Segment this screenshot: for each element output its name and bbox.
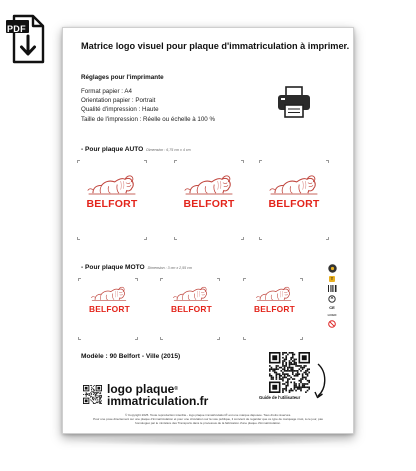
section-auto-dimension: Dimension : 6,75 cm x 4 cm [146,148,191,152]
moto-logo-text: BELFORT [254,304,295,314]
legal-line-2: Pour une pose directement sur une plaque d'immatriculation et pour une circulation sur la voie publique, il convient de regarder que ce type de marquage n'est, à ce jour, pas [93,416,323,421]
crop-mark [300,337,303,340]
setting-print-size: Taille de l'impression : Réelle ou échelle à 100 % [81,115,215,123]
crop-mark [78,278,81,281]
crop-mark [144,237,147,240]
side-badges [326,264,338,328]
crop-mark [217,278,220,281]
crop-mark [243,337,246,340]
crop-mark [241,160,244,163]
crop-mark [174,237,177,240]
crop-mark [259,237,262,240]
side-badge-ce: CE [329,305,335,310]
belfort-lion-icon [268,172,320,197]
moto-logo-text: BELFORT [171,304,212,314]
legal-line-1: © Copyright 2025. Toute reproduction interdite - logo plaque immatriculation® est une marque déposée. Tous droits réservés. [124,413,292,417]
section-moto-title: - Pour plaque MOTO [81,264,145,271]
crop-mark [77,237,80,240]
moto-logo [89,284,130,314]
barcode-icon [328,285,337,292]
no-entry-icon [328,320,336,328]
brand-domain: immatriculation.fr [107,394,209,408]
brand-name: logo plaque [107,382,175,396]
belfort-lion-icon [183,172,235,197]
auto-logo [268,172,320,210]
crop-mark [160,337,163,340]
moto-logo-text: BELFORT [89,304,130,314]
user-guide-label: Guide de l'utilisateur [259,395,301,400]
crop-mark [217,337,220,340]
side-badge-t: T [330,276,334,281]
auto-logo-text: BELFORT [183,198,235,210]
crop-mark [174,160,177,163]
crop-mark [300,278,303,281]
crop-mark [243,278,246,281]
moto-logo [254,284,295,314]
crop-mark [135,278,138,281]
brand-registered-mark: ® [174,386,179,392]
printer-settings-list [81,87,215,124]
pdf-label: PDF [7,24,26,34]
sheet-shadow [70,436,346,446]
crop-mark [326,237,329,240]
crop-mark [160,278,163,281]
crop-mark [144,160,147,163]
printer-icon [276,84,312,120]
belfort-lion-icon [255,284,293,303]
auto-logo [86,172,138,210]
setting-orientation: Orientation papier : Portrait [81,97,156,105]
section-auto-title: - Pour plaque AUTO [81,146,144,153]
belfort-lion-icon [90,284,128,303]
legal-notice [71,414,345,426]
pdf-download-icon[interactable] [6,14,46,66]
legal-line-3: homologué par le ministère des Transports dans le processus de la fabrication d'une plaque d'immatriculation. [135,420,281,425]
crop-mark [241,237,244,240]
curved-arrow-icon [312,362,328,400]
setting-paper-format: Format papier : A4 [81,88,132,95]
crop-mark [259,160,262,163]
guide-qr-code-icon[interactable] [269,352,310,393]
tag-badge-icon [328,264,337,273]
crop-mark [78,337,81,340]
crop-mark [326,160,329,163]
model-name: Modèle : 90 Belfort - Ville (2015) [81,353,181,360]
moto-logo [171,284,212,314]
qr-code-icon[interactable] [83,385,102,404]
side-badge-logo: LOGO [327,313,337,317]
auto-logo [183,172,235,210]
crop-mark [77,160,80,163]
belfort-lion-icon [86,172,138,197]
belfort-lion-icon [172,284,210,303]
brand-logo [107,383,208,407]
document-title: Matrice logo visuel pour plaque d'immatriculation à imprimer. [81,41,350,51]
section-moto-dimension: Dimension : 3 cm x 2,55 cm [147,266,192,270]
recycle-icon [328,295,336,303]
section-moto-label [81,264,192,271]
auto-logo-text: BELFORT [86,198,138,210]
setting-quality: Qualité d'impression : Haute [81,106,159,114]
section-auto-label [81,146,191,153]
crop-mark [135,337,138,340]
document-sheet [62,27,354,434]
printer-settings-title: Réglages pour l'imprimante [81,74,164,81]
auto-logo-text: BELFORT [268,198,320,210]
